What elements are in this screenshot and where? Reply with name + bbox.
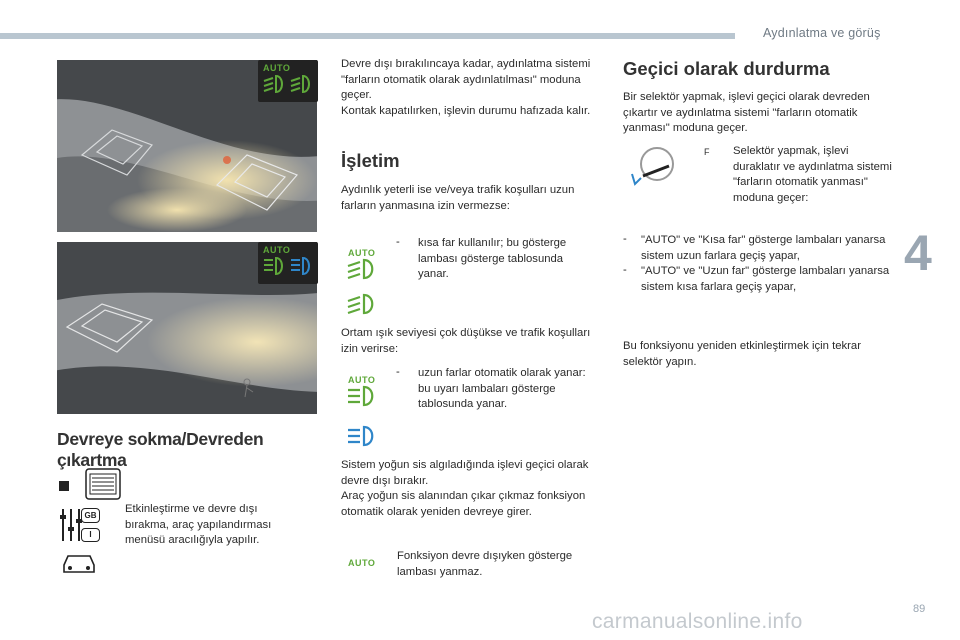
heading-activation: Devreye sokma/Devreden çıkartma [57,429,264,470]
fog-para-2: Araç yoğun sis alanından çıkar çıkmaz fonksiyon otomatik olarak yeniden devreye girer. [341,490,586,518]
function-off-text: Fonksiyon devre dışıyken gösterge lambası yanmaz. [397,550,573,578]
list-item: "AUTO" ve "Uzun far" gösterge lambaları yanarsa sistem kısa farlara geçiş yapar, [641,265,890,293]
fog-para-1: Sistem yoğun sis algıladığında işlevi geçici olarak devre dışı bırakır. [341,459,589,487]
operation-para-1: Aydınlık yeterli ise ve/veya trafik koşulları uzun farların yanmasına izin vermezse: [341,184,575,212]
auto-label: AUTO [263,245,291,255]
indicator-panel-low-beam [258,60,318,102]
bullet-symbol: F [704,147,710,157]
top-bar [0,33,735,39]
vehicle-config-menu-icon [57,467,123,503]
low-beam-icon-standalone [345,292,381,316]
indicator-panel-high-beam [258,242,318,284]
page-number: 89 [913,603,926,615]
operation-item-1: kısa far kullanılır; bu gösterge lambası gösterge tablosunda yanar. [418,237,567,281]
language-gb-badge: GB [81,508,100,523]
low-beam-icon [345,257,381,281]
heading-operation: İşletim [341,150,400,171]
high-beam-icon-green [262,255,288,277]
high-beam-icon-blue [289,255,315,277]
car-icon [61,550,97,576]
auto-label-green-2: AUTO [348,375,376,385]
item1-dash: - [396,236,400,248]
auto-high-beam-icon [345,384,381,408]
low-beam-icon [262,73,288,95]
intro-text: Devre dışı bırakılıncaya kadar, aydınlatma sistemi "farların otomatik olarak aydınlatılması" moduna geçer. [341,58,591,102]
activation-text: Etkinleştirme ve devre dışı bırakma, araç yapılandırması menüsü aracılığıyla yapılır. [125,503,272,547]
auto-label-green: AUTO [348,248,376,258]
info-i-badge: I [81,528,100,542]
section-header: Aydınlatma ve görüş [763,26,881,40]
list-dash-1: - [623,233,627,245]
auto-label: AUTO [263,63,291,73]
list-item: "AUTO" ve "Kısa far" gösterge lambaları yanarsa sistem uzun farlara geçiş yapar, [641,234,886,262]
auto-label-off: AUTO [348,558,376,568]
watermark: carmanualsonline.info [592,610,803,633]
operation-item-2: uzun farlar otomatik olarak yanar: bu uyarı lambaları gösterge tablosunda yanar. [418,367,586,411]
high-beam-icon-blue [345,424,381,448]
heading-temporary-stop: Geçici olarak durdurma [623,58,830,79]
low-beam-icon-2 [289,73,315,95]
operation-para-2: Ortam ışık seviyesi çok düşükse ve trafik koşulları izin verirse: [341,327,591,355]
stop-para-1: Bir selektör yapmak, işlevi geçici olarak devreden çıkartır ve aydınlatma sistemi "farların otomatik yanması" moduna geçer. [623,91,870,135]
list-dash-2: - [623,264,627,276]
reactivate-text: Bu fonksiyonu yeniden etkinleştirmek için tekrar selektör yapın. [623,340,861,368]
item2-dash: - [396,366,400,378]
chapter-number: 4 [904,225,932,281]
intro-text-2: Kontak kapatılırken, işlevin durumu hafızada kalır. [341,105,591,117]
stop-bullet: Selektör yapmak, işlevi duraklatır ve aydınlatma sistemi "farların otomatik yanması" moduna geçer: [733,145,892,204]
steering-wheel-stalk-icon [629,146,679,188]
